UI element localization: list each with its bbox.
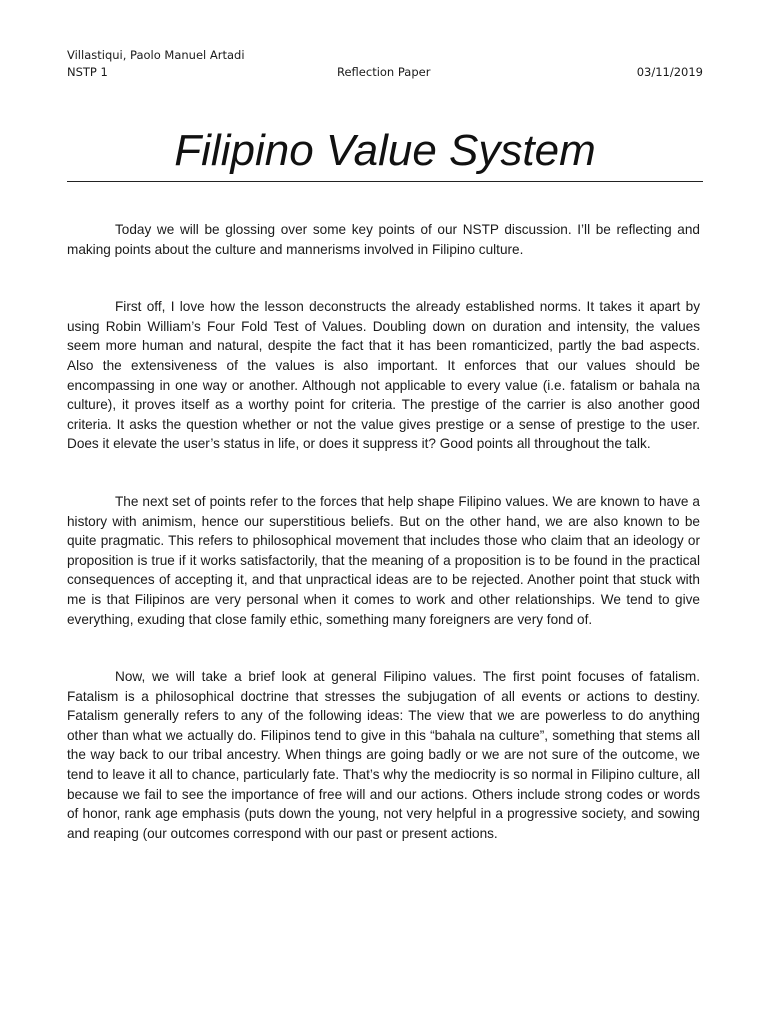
document-header [67, 47, 703, 81]
document-body [67, 220, 700, 881]
document-type: Reflection Paper [337, 65, 431, 79]
header-line-2 [67, 64, 703, 81]
page-title: Filipino Value System [174, 126, 596, 175]
paragraph-3: The next set of points refer to the forces that help shape Filipino values. We are known to have a history with animism, hence our superstitious beliefs. But on the other hand, we are also known to be quite pragmatic. This refers to philosophical movement that includes those who claim that an ideology or proposition is true if it works satisfactorily, that the meaning of a proposition is to be found in the practical consequences of accepting it, and that unpractical ideas are to be rejected. Another point that stuck with me is that Filipinos are very personal when it comes to work and other relationships. We tend to give everything, exuding that close family ethic, something many foreigners are very fond of. [67, 493, 700, 627]
course-name: NSTP 1 [67, 65, 108, 79]
title-divider [67, 181, 703, 182]
document-date: 03/11/2019 [636, 65, 703, 79]
paragraph-2: First off, I love how the lesson deconstructs the already established norms. It takes it apart by using Robin William’s Four Fold Test of Values. Doubling down on duration and intensity, the values seem more human and natural, despite the fact that it has been romanticized, partly the bad aspects. Also the extensiveness of the values is also important. It enforces that our values should be encompassing in one way or another. Although not applicable to every value (i.e. fatalism or bahala na culture), it proves itself as a worthy point for criteria. The prestige of the carrier is also another good criteria. It asks the question whether or not the value gives prestige or a sense of prestige to the user. Does it elevate the user’s status in life, or does it suppress it? Good points all throughout the talk. [67, 299, 700, 452]
author-name: Villastiqui, Paolo Manuel Artadi [67, 48, 245, 62]
paragraph-1: Today we will be glossing over some key points of our NSTP discussion. I’ll be reflecting and making points about the culture and mannerisms involved in Filipino culture. [67, 222, 700, 257]
paragraph-4: Now, we will take a brief look at general Filipino values. The first point focuses of fatalism. Fatalism is a philosophical doctrine that stresses the subjugation of all events or actions to destiny. Fatalism generally refers to any of the following ideas: The view that we are powerless to do anything other than what we actually do. Filipinos tend to give in this “bahala na culture”, something that stems all the way back to our tribal ancestry. When things are going badly or we are not sure of the outcome, we tend to leave it all to chance, particularly fate. That’s why the mediocrity is so normal in Filipino culture, all because we fail to see the importance of free will and our actions. Others include strong codes or words of honor, rank age emphasis (puts down the young, not very helpful in a progressive society, and sowing and reaping (our outcomes correspond with our past or present actions. [67, 669, 700, 841]
header-line-1 [67, 47, 703, 64]
